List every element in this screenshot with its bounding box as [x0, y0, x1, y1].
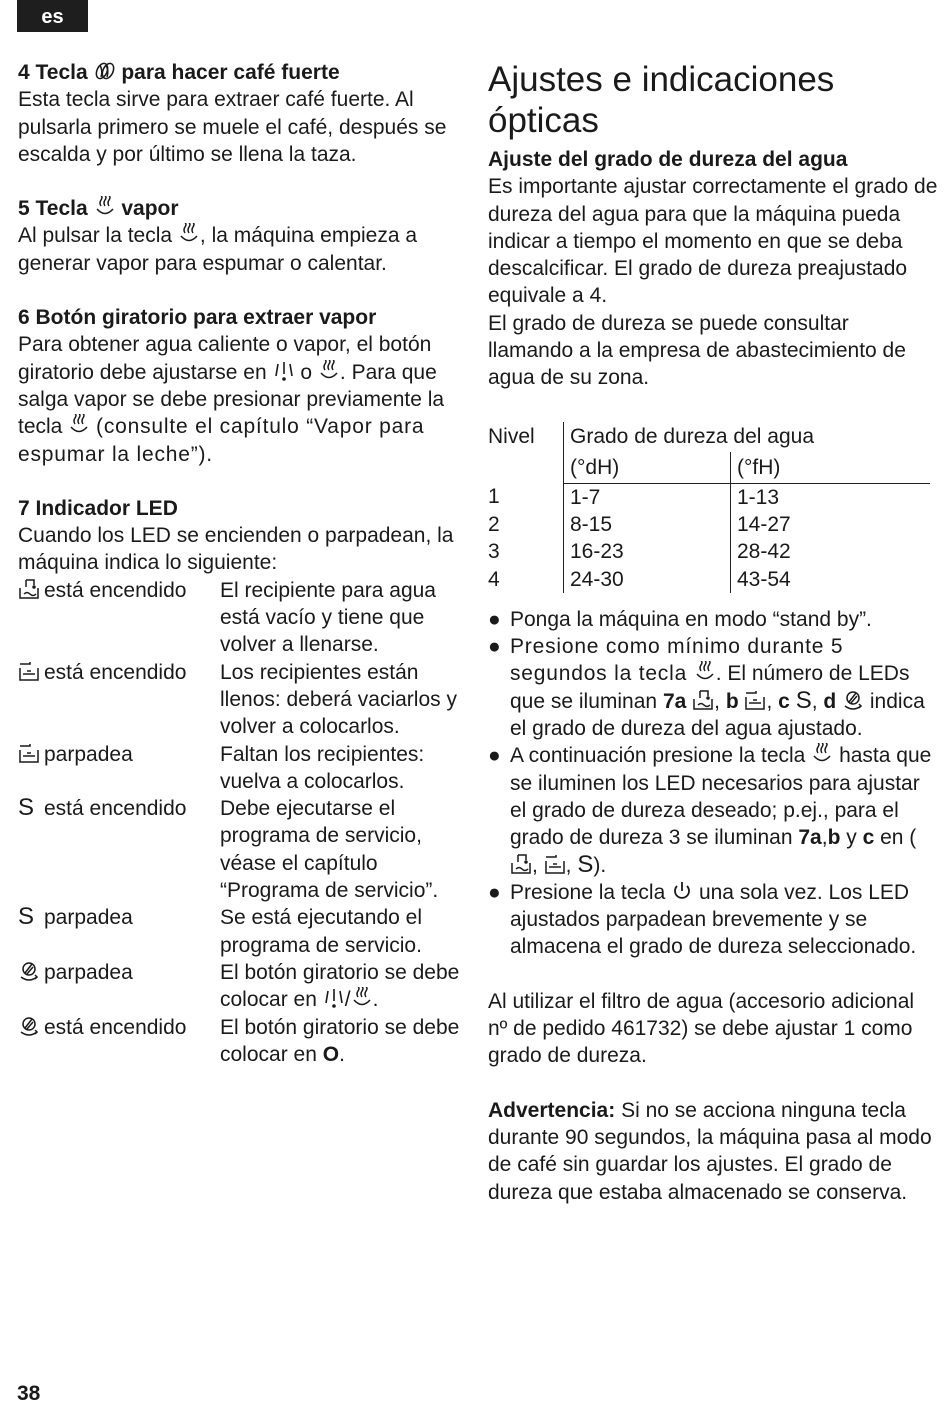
rotary-knob-icon: [842, 689, 864, 711]
page-number: 38: [17, 1382, 41, 1405]
water-tank-icon: [692, 689, 714, 711]
water-tank-icon: [510, 853, 532, 875]
section-led-indicator: 7 Indicador LED Cuando los LED se encienden o parpadean, la máquina indica lo siguiente: está encendido El recipiente para agua está vacío y tiene que volver a llenarse. está encendido Los recipientes están llenos: deberá vaciarlos y volver a colocarlos. parpadea Faltan los recipientes: vuelva a colocarlos. S está encendido Debe ejecutarse el programa de servicio, véase el capítulo “Programa de servicio”. S parpadea Se está ejecutando el programa de servicio. parpadea El botón giratorio se debe colocar en / . está encendido El botón giratorio se debe colocar en O.: [18, 495, 463, 1068]
section-steam-knob: 6 Botón giratorio para extraer vapor Para obtener agua caliente o vapor, el botón giratorio debe ajustarse en o . Para que salga vapor se debe presionar previamente la tecla (consulte el capítulo “Vapor para espumar la leche”).: [18, 304, 463, 468]
table-header-row: Nivel Grado de dureza del agua: [488, 422, 930, 452]
table-row: 3 16-23 28-42: [488, 538, 930, 565]
hot-water-icon: [323, 987, 345, 1009]
service-s-icon: S: [18, 903, 35, 931]
container-icon: [744, 689, 766, 711]
steam-icon: [694, 661, 716, 683]
list-item: ● Presione como mínimo durante 5 segundos la tecla . El número de LEDs que se iluminan 7a , b , c S, d indica el grado de dureza del agua ajustado.: [488, 635, 925, 741]
led-row: parpadea Faltan los recipientes: vuelva a colocarlos.: [18, 741, 463, 796]
service-s-icon: S: [577, 850, 594, 878]
service-s-icon: S: [18, 794, 35, 822]
table-row: 4 24-30 43-54: [488, 566, 930, 593]
steam-icon: [318, 360, 340, 382]
right-column: Ajustes e indicaciones ópticas Ajuste del grado de dureza del agua Es importante ajustar correctamente el grado de dureza del agua para que la máquina pueda indicar a tiempo el momento en que se deba descalcificar. El grado de dureza preajustado equivale a 4. El grado de dureza se puede consultar llamando a la empresa de abastecimiento de agua de su zona. Nivel Grado de dureza del agua (°dH) (°fH) 1 1-7 1-13 2 8-15 14-27 3 16-23 28-42 4 24-30 43-54 ● Ponga la máquina en modo “stand by”. ● Presione como mínimo durante 5 segundos la tecla . El número de LEDs que se iluminan 7a , b , c S, d indica el grado de dureza del agua ajustado. ● A continuación presione la tecla hasta que se iluminen los LED necesarios para ajustar el grado de dureza deseado; p.ej., para el grado de dureza 3 se iluminan 7a,b y c en ( , , S). ● Presione la tecla una sola vez. Los LED ajustados parpadean brevemente y se almacena el grado de dureza seleccionado. Al utilizar el filtro de agua (accesorio adicional nº de pedido 461732) se debe ajustar 1 como grado de dureza. Advertencia: Si no se acciona ninguna tecla durante 90 segundos, la máquina pasa al modo de café sin guardar los ajustes. El grado de dureza que estaba almacenado se conserva.: [488, 59, 938, 1206]
table-subheader-row: (°dH) (°fH): [488, 452, 930, 484]
section-steam-key: 5 Tecla vapor Al pulsar la tecla , la máquina empieza a generar vapor para espumar o calentar.: [18, 195, 463, 277]
section-heading: 7 Indicador LED: [18, 496, 178, 520]
list-item: ● Presione la tecla una sola vez. Los LED ajustados parpadean brevemente y se almacena el grado de dureza seleccionado.: [488, 880, 917, 959]
power-icon: [671, 880, 693, 902]
steam-icon: [94, 196, 116, 218]
left-column: [18, 59, 463, 1068]
section-strong-coffee-key: 4 Tecla para hacer café fuerte Esta tecla sirve para extraer café fuerte. Al pulsarla primero se muele el café, después se escalda y por último se llena la taza.: [18, 59, 463, 168]
water-tank-icon: [18, 578, 44, 600]
steam-icon: [178, 223, 200, 245]
steam-icon: [68, 414, 90, 436]
warning-paragraph: Advertencia: Si no se acciona ninguna tecla durante 90 segundos, la máquina pasa al modo de café sin guardar los ajustes. El grado de dureza que estaba almacenado se conserva.: [488, 1098, 932, 1204]
language-tab: es: [17, 0, 88, 32]
bullet-icon: ●: [488, 744, 501, 768]
steam-icon: [811, 743, 833, 765]
hot-water-icon: [273, 360, 295, 382]
led-row: S está encendido Debe ejecutarse el programa de servicio, véase el capítulo “Programa de servicio”.: [18, 794, 439, 903]
list-item: ● Ponga la máquina en modo “stand by”.: [488, 606, 938, 633]
service-s-icon: S: [795, 686, 812, 714]
led-row: está encendido Los recipientes están llenos: deberá vaciarlos y volver a colocarlos.: [18, 659, 463, 741]
bullet-icon: ●: [488, 607, 501, 631]
container-icon: [18, 660, 44, 682]
table-row: 2 8-15 14-27: [488, 511, 930, 538]
rotary-knob-icon: [18, 1015, 44, 1037]
led-row: está encendido El botón giratorio se debe colocar en O.: [18, 1014, 463, 1069]
led-row: está encendido El recipiente para agua está vacío y tiene que volver a llenarse.: [18, 577, 463, 659]
container-icon: [18, 742, 44, 764]
section-heading: 6 Botón giratorio para extraer vapor: [18, 306, 377, 330]
bullet-icon: ●: [488, 635, 502, 659]
coffee-beans-icon: [94, 60, 116, 82]
led-row: S parpadea Se está ejecutando el programa de servicio.: [18, 903, 422, 957]
section-heading: 4 Tecla para hacer café fuerte: [18, 61, 340, 84]
bullet-icon: ●: [488, 880, 501, 904]
instruction-list: [488, 606, 938, 961]
led-row: parpadea El botón giratorio se debe colocar en / .: [18, 959, 463, 1014]
container-icon: [544, 853, 566, 875]
table-row: 1 1-7 1-13: [488, 483, 930, 511]
subsection-heading: Ajuste del grado de dureza del agua: [488, 148, 848, 171]
section-heading: 5 Tecla vapor: [18, 197, 179, 221]
steam-icon: [351, 987, 373, 1009]
list-item: ● A continuación presione la tecla hasta que se iluminen los LED necesarios para ajustar el grado de dureza deseado; p.ej., para el grado de dureza 3 se iluminan 7a,b y c en ( , , S).: [488, 744, 932, 878]
page-title: Ajustes e indicaciones ópticas: [488, 60, 835, 140]
rotary-knob-icon: [18, 960, 44, 982]
hardness-table: [488, 422, 930, 593]
